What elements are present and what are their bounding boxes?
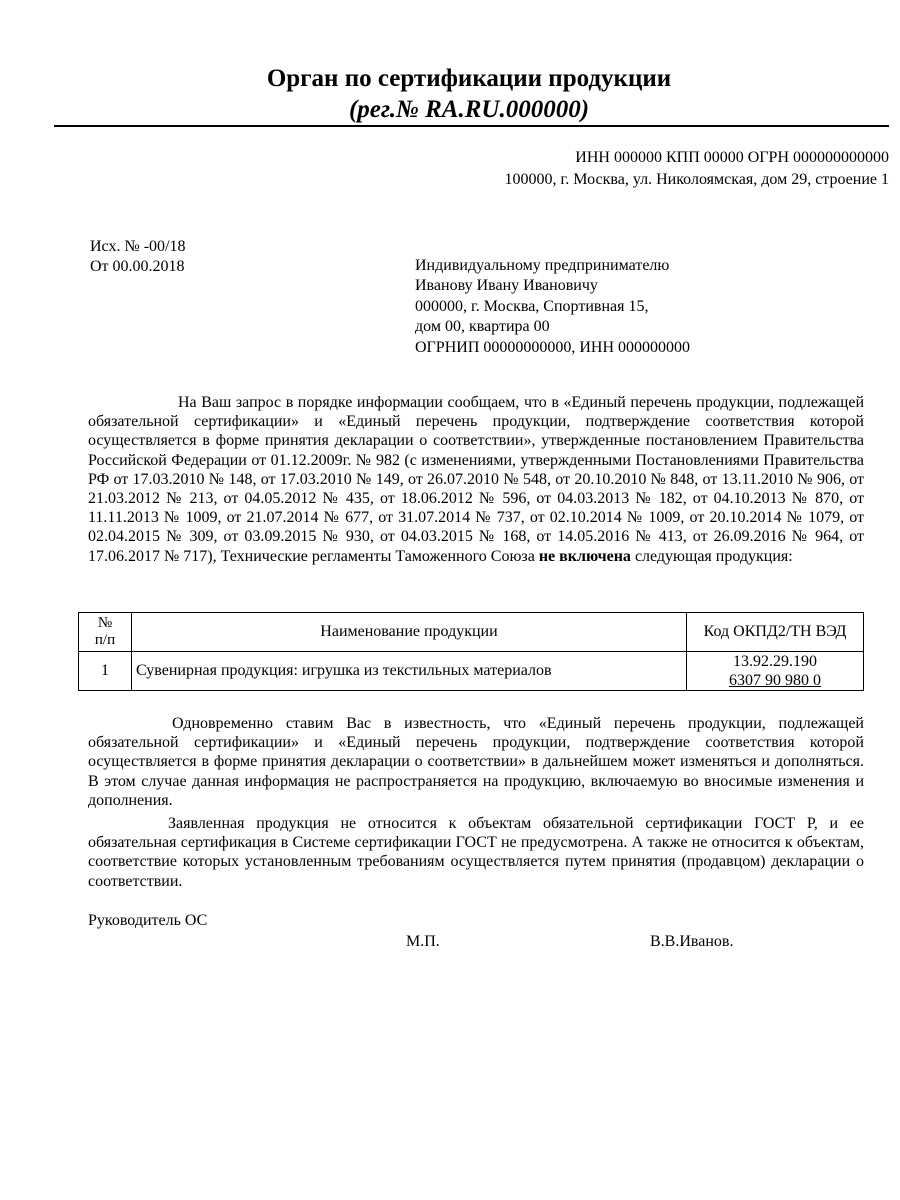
org-title: Орган по сертификации продукции (266, 65, 672, 92)
signature-stamp: М.П. (406, 933, 440, 950)
document-title-block (0, 63, 900, 125)
header-num (79, 613, 132, 652)
paragraph-1-bold: не включена (538, 547, 631, 565)
signature-name: В.В.Иванов. (650, 933, 734, 950)
table-row (79, 652, 864, 691)
org-requisites (505, 147, 889, 191)
row-code-okpd: 13.92.29.190 (733, 653, 817, 670)
table-header-row (79, 613, 864, 652)
row-name: Сувенирная продукция: игрушка из текстильных материалов (132, 652, 687, 691)
header-code: Код ОКПД2/ТН ВЭД (687, 613, 864, 652)
outgoing-number: Исх. № -00/18 (90, 238, 186, 255)
header-num-line-1: № (97, 615, 113, 631)
header-name: Наименование продукции (132, 613, 687, 652)
reg-number: (рег.№ RA.RU.000000) (348, 96, 590, 123)
paragraph-gost (88, 814, 864, 891)
row-code (687, 652, 864, 691)
paragraph-1-start: На Ваш запрос в порядке информации сообщаем, что в «Единый перечень продукции, подлежащей обязательной сертификации» и «Единый перечень продукции, подтверждение соответствия которой осуществляется в форме принятия декларации о соответствии», утвержденные постановлением Правительства Российской Федерации от 01.12.2009г. № 982 (с изменениями, утвержденными Постановлениями Правительства РФ от 17.03.2010 № 148, от 17.03.2010 № 149, от 26.07.2010 № 548, от 20.10.2010 № 848, от 13.11.2010 № 906, от 21.03.2012 № 213, от 04.05.2012 № 435, от 18.06.2012 № 596, от 04.03.2013 № 182, от 04.10.2013 № 870, от 11.11.2013 № 1009, от 21.07.2014 № 677, от 31.07.2014 № 737, от 02.10.2014 № 1009, от 20.10.2014 № 1079, от 02.04.2015 № 309, от 03.09.2015 № 930, от 04.03.2015 № 168, от 14.05.2016 № 413, от 26.09.2016 № 964, от 17.06.2017 № 717), Технические регламенты Таможенного Союза (88, 394, 864, 565)
paragraph-1-end: следующая продукция: (634, 547, 793, 565)
requisites-line-2: 100000, г. Москва, ул. Николоямская, дом 29, строение 1 (504, 171, 889, 188)
row-code-tnved: 6307 90 980 0 (729, 672, 821, 689)
recipient-block (415, 256, 690, 358)
row-num: 1 (79, 652, 132, 691)
paragraph-request-info (88, 393, 864, 566)
outgoing-number-block (90, 237, 185, 277)
header-num-line-2: п/п (94, 632, 116, 648)
paragraph-3-text: Заявленная продукция не относится к объектам обязательной сертификации ГОСТ Р, и ее обязательная сертификация в Системе сертификации ГОСТ не предусмотрена. А также не относится к объектам, соответствие которых установленным требованиям осуществляется путем принятия (продавцом) декларации о соответствии. (88, 815, 864, 890)
recipient-line-1: Индивидуальному предпринимателю (415, 257, 670, 274)
requisites-line-1: ИНН 000000 КПП 00000 ОГРН 000000000000 (575, 149, 889, 166)
recipient-line-5: ОГРНИП 00000000000, ИНН 000000000 (415, 338, 691, 356)
outgoing-date: От 00.00.2018 (90, 258, 185, 275)
paragraph-2-text: Одновременно ставим Вас в известность, что «Единый перечень продукции, подлежащей обязательной сертификации» и «Единый перечень продукции, подтверждение соответствия которой осуществляется в форме принятия декларации о соответствии» в дальнейшем может изменяться и дополняться. В этом случае данная информация не распространяется на продукцию, включаемую во вносимые изменения и дополнения. (88, 715, 864, 809)
recipient-line-3: 000000, г. Москва, Спортивная 15, (415, 297, 649, 315)
products-table (78, 612, 864, 691)
paragraph-notice (88, 714, 864, 810)
header-divider (54, 125, 889, 127)
recipient-line-2: Иванову Ивану Ивановичу (415, 277, 598, 295)
recipient-line-4: дом 00, квартира 00 (415, 318, 550, 336)
signature-role: Руководитель ОС (88, 912, 208, 929)
